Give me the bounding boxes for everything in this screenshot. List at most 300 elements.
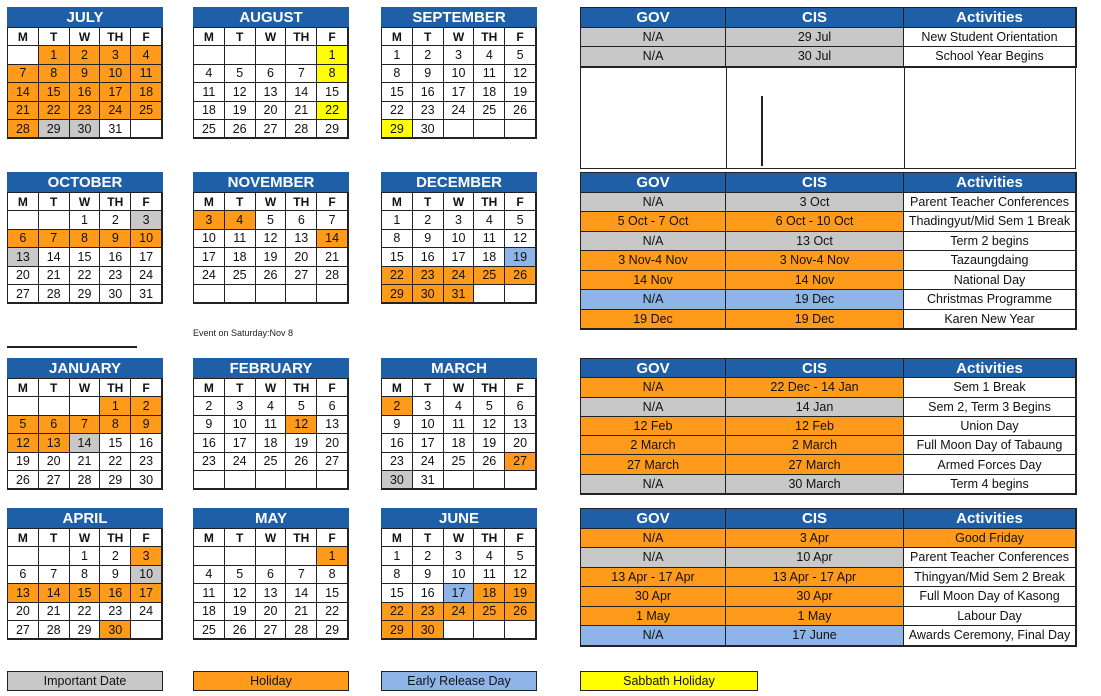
day-cell: 5	[8, 416, 39, 434]
day-cell: 22	[382, 267, 413, 285]
day-cell: 10	[131, 230, 162, 248]
day-cell: 28	[70, 471, 101, 489]
day-cell	[286, 46, 317, 64]
activity-cell: Christmas Programme	[904, 290, 1076, 310]
day-cell: 23	[70, 102, 101, 120]
day-cell: 27	[317, 453, 348, 471]
weekday-header: W	[256, 193, 287, 211]
day-cell	[474, 471, 505, 489]
day-cell: 8	[382, 566, 413, 584]
day-cell: 4	[194, 65, 225, 83]
day-cell: 26	[225, 120, 256, 138]
day-cell: 6	[39, 416, 70, 434]
month-grid	[193, 378, 349, 490]
weekday-header: W	[70, 28, 101, 46]
day-cell: 19	[474, 434, 505, 452]
day-cell: 13	[39, 434, 70, 452]
day-cell: 28	[39, 621, 70, 639]
weekday-header: W	[444, 379, 475, 397]
day-cell: 4	[474, 46, 505, 64]
weekday-header: TH	[100, 379, 131, 397]
month-title: SEPTEMBER	[381, 7, 537, 27]
day-cell: 6	[505, 397, 536, 415]
weekday-header: TH	[474, 28, 505, 46]
day-cell: 29	[382, 621, 413, 639]
day-cell: 25	[474, 102, 505, 120]
month-february	[193, 358, 349, 490]
cis-cell: 19 Dec	[726, 290, 904, 310]
day-cell	[317, 285, 348, 303]
gov-cell: 27 March	[581, 455, 726, 474]
month-may	[193, 508, 349, 640]
legend-holiday: Holiday	[193, 671, 349, 691]
day-cell: 15	[70, 584, 101, 602]
month-july	[7, 7, 163, 139]
day-cell: 20	[8, 603, 39, 621]
gov-cell: N/A	[581, 548, 726, 568]
activity-cell: Parent Teacher Conferences	[904, 548, 1076, 568]
day-cell: 9	[70, 65, 101, 83]
day-cell: 10	[194, 230, 225, 248]
weekday-header: T	[39, 379, 70, 397]
day-cell	[286, 471, 317, 489]
day-cell: 19	[8, 453, 39, 471]
day-cell: 25	[474, 267, 505, 285]
day-cell: 23	[413, 102, 444, 120]
day-cell: 9	[100, 230, 131, 248]
table-header-cis: CIS	[726, 173, 904, 193]
day-cell: 29	[317, 621, 348, 639]
day-cell: 12	[225, 83, 256, 101]
day-cell: 19	[256, 248, 287, 266]
events-table-1	[580, 7, 1077, 68]
day-cell: 22	[70, 267, 101, 285]
day-cell: 20	[317, 434, 348, 452]
day-cell: 1	[382, 547, 413, 565]
day-cell: 7	[317, 211, 348, 229]
day-cell: 15	[382, 83, 413, 101]
weekday-header: F	[317, 28, 348, 46]
day-cell	[8, 211, 39, 229]
day-cell: 5	[225, 566, 256, 584]
day-cell	[474, 621, 505, 639]
day-cell: 16	[100, 248, 131, 266]
divider-line	[7, 346, 137, 348]
table-header-gov: GOV	[581, 8, 726, 28]
weekday-header: T	[225, 379, 256, 397]
day-cell: 18	[225, 248, 256, 266]
day-cell: 11	[194, 584, 225, 602]
day-cell: 15	[382, 584, 413, 602]
activity-cell: Thingyan/Mid Sem 2 Break	[904, 568, 1076, 588]
day-cell: 31	[131, 285, 162, 303]
month-title: JANUARY	[7, 358, 163, 378]
day-cell: 23	[194, 453, 225, 471]
weekday-header: M	[8, 379, 39, 397]
day-cell: 3	[131, 547, 162, 565]
weekday-header: TH	[474, 529, 505, 547]
day-cell: 17	[194, 248, 225, 266]
weekday-header: TH	[100, 529, 131, 547]
day-cell	[505, 471, 536, 489]
weekday-header: F	[131, 379, 162, 397]
day-cell: 12	[8, 434, 39, 452]
weekday-header: T	[225, 193, 256, 211]
day-cell: 26	[505, 102, 536, 120]
weekday-header: W	[70, 529, 101, 547]
day-cell: 19	[286, 434, 317, 452]
weekday-header: M	[382, 28, 413, 46]
day-cell: 24	[444, 267, 475, 285]
day-cell: 9	[413, 566, 444, 584]
day-cell: 6	[8, 230, 39, 248]
day-cell: 18	[194, 102, 225, 120]
month-title: JUNE	[381, 508, 537, 528]
day-cell: 10	[413, 416, 444, 434]
day-cell: 11	[194, 83, 225, 101]
month-september	[381, 7, 537, 139]
weekday-header: W	[444, 529, 475, 547]
day-cell: 22	[39, 102, 70, 120]
day-cell: 5	[505, 211, 536, 229]
activity-cell: Karen New Year	[904, 310, 1076, 330]
day-cell: 29	[382, 285, 413, 303]
weekday-header: T	[39, 529, 70, 547]
day-cell: 8	[70, 230, 101, 248]
cis-cell: 1 May	[726, 607, 904, 627]
gov-cell: N/A	[581, 398, 726, 417]
day-cell: 5	[256, 211, 287, 229]
table-header-activities: Activities	[904, 509, 1076, 529]
day-cell: 16	[413, 584, 444, 602]
weekday-header: T	[39, 193, 70, 211]
november-note: Event on Saturday:Nov 8	[193, 328, 294, 338]
day-cell: 24	[444, 603, 475, 621]
day-cell: 9	[413, 65, 444, 83]
weekday-header: M	[194, 379, 225, 397]
day-cell: 26	[225, 621, 256, 639]
day-cell: 14	[8, 83, 39, 101]
day-cell: 5	[505, 46, 536, 64]
weekday-header: T	[413, 28, 444, 46]
day-cell: 25	[194, 621, 225, 639]
day-cell: 11	[474, 65, 505, 83]
day-cell: 8	[317, 566, 348, 584]
day-cell: 11	[444, 416, 475, 434]
day-cell: 10	[100, 65, 131, 83]
day-cell	[256, 285, 287, 303]
month-march	[381, 358, 537, 490]
cis-cell: 30 Apr	[726, 587, 904, 607]
weekday-header: F	[317, 379, 348, 397]
day-cell: 11	[474, 230, 505, 248]
day-cell: 20	[286, 248, 317, 266]
day-cell: 7	[286, 65, 317, 83]
day-cell: 16	[100, 584, 131, 602]
weekday-header: M	[382, 193, 413, 211]
table-header-cis: CIS	[726, 509, 904, 529]
day-cell: 17	[131, 584, 162, 602]
gov-cell: 12 Feb	[581, 417, 726, 436]
gov-cell: 19 Dec	[581, 310, 726, 330]
day-cell: 12	[505, 65, 536, 83]
gov-cell: 1 May	[581, 607, 726, 627]
weekday-header: M	[194, 28, 225, 46]
activity-cell: Sem 1 Break	[904, 378, 1076, 397]
day-cell: 8	[382, 230, 413, 248]
day-cell: 18	[131, 83, 162, 101]
cis-cell: 13 Apr - 17 Apr	[726, 568, 904, 588]
cis-cell: 17 June	[726, 626, 904, 646]
weekday-header: TH	[286, 529, 317, 547]
events-table-3	[580, 358, 1077, 495]
day-cell: 8	[317, 65, 348, 83]
day-cell: 27	[505, 453, 536, 471]
day-cell: 27	[256, 621, 287, 639]
month-grid	[381, 528, 537, 640]
day-cell: 5	[286, 397, 317, 415]
day-cell: 23	[100, 603, 131, 621]
table-header-gov: GOV	[581, 173, 726, 193]
day-cell: 27	[256, 120, 287, 138]
cis-cell: 12 Feb	[726, 417, 904, 436]
day-cell: 2	[194, 397, 225, 415]
month-title: JULY	[7, 7, 163, 27]
cis-cell: 3 Nov-4 Nov	[726, 251, 904, 271]
weekday-header: TH	[474, 193, 505, 211]
month-january	[7, 358, 163, 490]
day-cell: 30	[131, 471, 162, 489]
day-cell: 16	[382, 434, 413, 452]
weekday-header: M	[382, 379, 413, 397]
day-cell: 17	[131, 248, 162, 266]
day-cell: 13	[8, 584, 39, 602]
day-cell: 15	[317, 584, 348, 602]
legend-sabbath: Sabbath Holiday	[580, 671, 758, 691]
day-cell: 9	[194, 416, 225, 434]
day-cell: 1	[70, 547, 101, 565]
day-cell: 3	[413, 397, 444, 415]
gov-cell: N/A	[581, 232, 726, 252]
gov-cell: N/A	[581, 475, 726, 494]
day-cell: 14	[317, 230, 348, 248]
day-cell	[286, 547, 317, 565]
day-cell: 3	[444, 46, 475, 64]
weekday-header: TH	[286, 28, 317, 46]
day-cell: 30	[413, 621, 444, 639]
table-header-activities: Activities	[904, 8, 1076, 28]
day-cell	[8, 547, 39, 565]
day-cell	[505, 621, 536, 639]
weekday-header: M	[8, 28, 39, 46]
day-cell	[39, 211, 70, 229]
weekday-header: W	[256, 529, 287, 547]
day-cell: 20	[256, 603, 287, 621]
day-cell: 12	[225, 584, 256, 602]
day-cell: 26	[505, 267, 536, 285]
day-cell: 1	[382, 46, 413, 64]
weekday-header: W	[256, 28, 287, 46]
day-cell: 3	[444, 547, 475, 565]
day-cell	[8, 397, 39, 415]
day-cell: 22	[382, 102, 413, 120]
day-cell: 23	[100, 267, 131, 285]
day-cell: 14	[286, 584, 317, 602]
day-cell: 4	[474, 547, 505, 565]
day-cell: 8	[100, 416, 131, 434]
day-cell: 12	[474, 416, 505, 434]
day-cell: 30	[413, 285, 444, 303]
activity-cell: Sem 2, Term 3 Begins	[904, 398, 1076, 417]
weekday-header: F	[317, 193, 348, 211]
month-title: FEBRUARY	[193, 358, 349, 378]
day-cell: 30	[100, 285, 131, 303]
day-cell: 21	[286, 102, 317, 120]
events-table-4	[580, 508, 1077, 647]
day-cell: 10	[444, 230, 475, 248]
activity-cell: School Year Begins	[904, 47, 1076, 67]
month-november	[193, 172, 349, 304]
day-cell: 24	[131, 603, 162, 621]
gov-cell: N/A	[581, 290, 726, 310]
day-cell	[474, 120, 505, 138]
day-cell: 29	[70, 621, 101, 639]
day-cell: 21	[286, 603, 317, 621]
day-cell	[256, 46, 287, 64]
day-cell	[225, 285, 256, 303]
table-header-gov: GOV	[581, 359, 726, 378]
day-cell: 31	[100, 120, 131, 138]
day-cell: 19	[225, 603, 256, 621]
activity-cell: Parent Teacher Conferences	[904, 193, 1076, 213]
day-cell: 8	[382, 65, 413, 83]
day-cell: 20	[256, 102, 287, 120]
day-cell: 13	[8, 248, 39, 266]
day-cell: 1	[100, 397, 131, 415]
day-cell	[131, 120, 162, 138]
day-cell: 16	[413, 248, 444, 266]
day-cell: 9	[413, 230, 444, 248]
panel-divider	[904, 66, 905, 169]
day-cell: 12	[256, 230, 287, 248]
weekday-header: T	[39, 28, 70, 46]
day-cell: 29	[70, 285, 101, 303]
day-cell: 11	[474, 566, 505, 584]
month-june	[381, 508, 537, 640]
day-cell: 27	[286, 267, 317, 285]
month-grid	[381, 192, 537, 304]
day-cell: 23	[413, 603, 444, 621]
day-cell	[505, 285, 536, 303]
weekday-header: TH	[286, 379, 317, 397]
day-cell: 28	[39, 285, 70, 303]
weekday-header: T	[225, 529, 256, 547]
day-cell: 3	[131, 211, 162, 229]
cis-cell: 14 Jan	[726, 398, 904, 417]
month-title: OCTOBER	[7, 172, 163, 192]
weekday-header: T	[413, 529, 444, 547]
day-cell: 12	[505, 566, 536, 584]
panel-marker	[761, 96, 763, 166]
month-grid	[7, 528, 163, 640]
month-grid	[381, 27, 537, 139]
day-cell: 18	[474, 83, 505, 101]
day-cell: 15	[382, 248, 413, 266]
day-cell: 26	[474, 453, 505, 471]
day-cell: 25	[194, 120, 225, 138]
day-cell: 27	[8, 621, 39, 639]
day-cell: 22	[70, 603, 101, 621]
month-october	[7, 172, 163, 304]
day-cell: 26	[505, 603, 536, 621]
day-cell: 17	[225, 434, 256, 452]
day-cell: 21	[39, 267, 70, 285]
day-cell: 25	[256, 453, 287, 471]
day-cell: 2	[131, 397, 162, 415]
day-cell	[317, 471, 348, 489]
activity-cell: Labour Day	[904, 607, 1076, 627]
day-cell: 22	[100, 453, 131, 471]
cis-cell: 3 Apr	[726, 529, 904, 549]
month-grid	[7, 378, 163, 490]
day-cell: 6	[256, 65, 287, 83]
day-cell: 18	[474, 248, 505, 266]
day-cell: 17	[413, 434, 444, 452]
day-cell: 24	[444, 102, 475, 120]
table-header-cis: CIS	[726, 8, 904, 28]
weekday-header: T	[413, 193, 444, 211]
day-cell: 18	[194, 603, 225, 621]
gov-cell: 14 Nov	[581, 271, 726, 291]
month-april	[7, 508, 163, 640]
day-cell: 28	[8, 120, 39, 138]
day-cell	[444, 471, 475, 489]
day-cell: 8	[70, 566, 101, 584]
day-cell: 5	[474, 397, 505, 415]
day-cell: 28	[317, 267, 348, 285]
weekday-header: TH	[100, 193, 131, 211]
day-cell: 6	[286, 211, 317, 229]
activity-cell: Term 4 begins	[904, 475, 1076, 494]
month-august	[193, 7, 349, 139]
weekday-header: W	[256, 379, 287, 397]
month-grid	[381, 378, 537, 490]
day-cell: 12	[505, 230, 536, 248]
legend-early: Early Release Day	[381, 671, 537, 691]
weekday-header: M	[8, 193, 39, 211]
weekday-header: F	[505, 28, 536, 46]
activity-cell: New Student Orientation	[904, 28, 1076, 48]
activity-cell: Full Moon Day of Kasong	[904, 587, 1076, 607]
table-header-gov: GOV	[581, 509, 726, 529]
gov-cell: 13 Apr - 17 Apr	[581, 568, 726, 588]
day-cell: 17	[444, 584, 475, 602]
month-title: APRIL	[7, 508, 163, 528]
day-cell	[39, 547, 70, 565]
day-cell: 4	[225, 211, 256, 229]
cis-cell: 22 Dec - 14 Jan	[726, 378, 904, 397]
day-cell: 22	[317, 102, 348, 120]
day-cell	[225, 547, 256, 565]
gov-cell: 30 Apr	[581, 587, 726, 607]
month-title: MARCH	[381, 358, 537, 378]
cis-cell: 10 Apr	[726, 548, 904, 568]
day-cell	[225, 46, 256, 64]
day-cell: 4	[194, 566, 225, 584]
day-cell: 29	[317, 120, 348, 138]
table-header-cis: CIS	[726, 359, 904, 378]
weekday-header: F	[131, 529, 162, 547]
